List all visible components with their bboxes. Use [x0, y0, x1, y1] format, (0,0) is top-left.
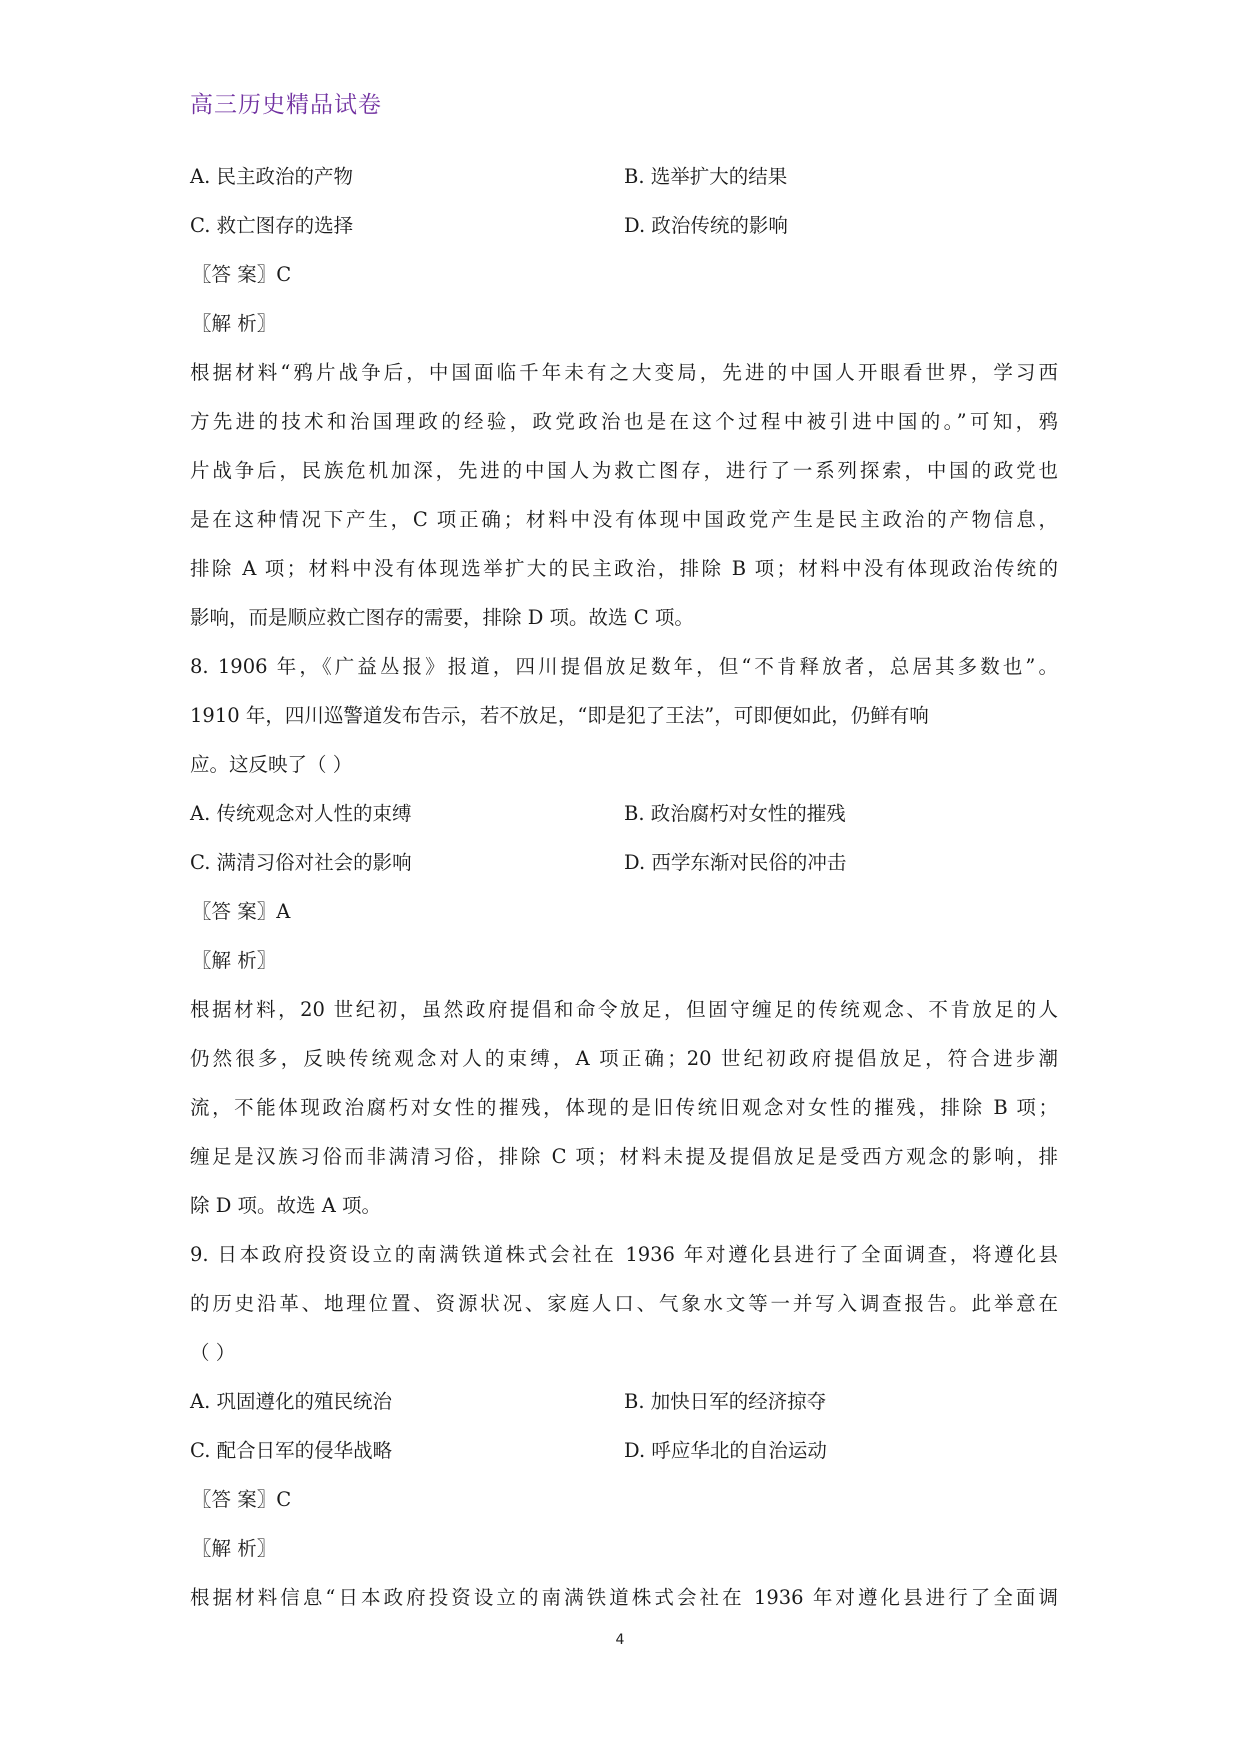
document-body — [190, 152, 1058, 1622]
q8-analysis-line-3: 流，不能体现政治腐朽对女性的摧残，体现的是旧传统旧观念对女性的摧残，排除 B 项； — [190, 1096, 1058, 1119]
q8-option-b: B. 政治腐朽对女性的摧残 — [624, 802, 846, 825]
q9-option-c: C. 配合日军的侵华战略 — [190, 1439, 393, 1462]
q9-analysis-label: 〖解 析〗 — [192, 1537, 277, 1560]
q9-stem-line-1: 9. 日本政府投资设立的南满铁道株式会社在 1936 年对遵化县进行了全面调查，将遵化县 — [190, 1243, 1058, 1266]
q9-option-b: B. 加快日军的经济掠夺 — [624, 1390, 827, 1413]
q9-options-row-2 — [190, 1426, 1058, 1475]
q8-stem-line-3: 应。这反映了（ ） — [190, 753, 353, 776]
q7-option-b: B. 选举扩大的结果 — [624, 165, 788, 188]
q8-analysis-line-5: 除 D 项。故选 A 项。 — [190, 1194, 382, 1217]
q9-option-d: D. 呼应华北的自治运动 — [624, 1439, 827, 1462]
q7-option-c: C. 救亡图存的选择 — [190, 214, 354, 237]
q7-analysis-line-3: 片战争后，民族危机加深，先进的中国人为救亡图存，进行了一系列探索，中国的政党也 — [190, 459, 1058, 482]
q8-stem-line-2: 1910 年，四川巡警道发布告示，若不放足，“即是犯了王法”，可即便如此，仍鲜有响 — [190, 704, 929, 727]
q7-analysis-line-2: 方先进的技术和治国理政的经验，政党政治也是在这个过程中被引进中国的。”可知，鸦 — [190, 410, 1058, 433]
q7-analysis-line-6: 影响，而是顺应救亡图存的需要，排除 D 项。故选 C 项。 — [190, 606, 694, 629]
q8-analysis-line-1: 根据材料，20 世纪初，虽然政府提倡和命令放足，但固守缠足的传统观念、不肯放足的人 — [190, 998, 1058, 1021]
q8-option-a: A. 传统观念对人性的束缚 — [190, 802, 412, 825]
q8-options-row-1 — [190, 789, 1058, 838]
q7-analysis-line-4: 是在这种情况下产生，C 项正确；材料中没有体现中国政党产生是民主政治的产物信息， — [190, 508, 1058, 531]
q8-answer: 〖答 案〗A — [192, 900, 291, 923]
q8-option-c: C. 满清习俗对社会的影响 — [190, 851, 412, 874]
q9-answer: 〖答 案〗C — [192, 1488, 292, 1511]
q9-analysis-line-1: 根据材料信息“日本政府投资设立的南满铁道株式会社在 1936 年对遵化县进行了全面调 — [190, 1586, 1058, 1609]
page-header-title: 高三历史精品试卷 — [190, 92, 382, 118]
page-number: 4 — [615, 1632, 625, 1648]
q7-option-a: A. 民主政治的产物 — [190, 165, 353, 188]
q7-analysis-label: 〖解 析〗 — [192, 312, 277, 335]
q7-analysis-line-5: 排除 A 项；材料中没有体现选举扩大的民主政治，排除 B 项；材料中没有体现政治传统的 — [190, 557, 1058, 580]
q9-options-row-1 — [190, 1377, 1058, 1426]
q7-option-d: D. 政治传统的影响 — [624, 214, 788, 237]
q8-analysis-label: 〖解 析〗 — [192, 949, 277, 972]
q7-answer: 〖答 案〗C — [192, 263, 292, 286]
q8-analysis-line-2: 仍然很多，反映传统观念对人的束缚，A 项正确；20 世纪初政府提倡放足，符合进步潮 — [190, 1047, 1058, 1070]
q7-analysis-line-1: 根据材料“鸦片战争后，中国面临千年未有之大变局，先进的中国人开眼看世界，学习西 — [190, 361, 1058, 384]
q9-stem-line-3: （ ） — [190, 1341, 236, 1364]
q7-options-row-1 — [190, 152, 1058, 201]
q8-analysis-line-4: 缠足是汉族习俗而非满清习俗，排除 C 项；材料未提及提倡放足是受西方观念的影响，排 — [190, 1145, 1058, 1168]
q8-options-row-2 — [190, 838, 1058, 887]
q9-stem-line-2: 的历史沿革、地理位置、资源状况、家庭人口、气象水文等一并写入调查报告。此举意在 — [190, 1292, 1058, 1315]
q8-stem-line-1: 8. 1906 年，《广益丛报》报道，四川提倡放足数年，但“不肯释放者，总居其多数也”。 — [190, 655, 1058, 678]
q9-option-a: A. 巩固遵化的殖民统治 — [190, 1390, 392, 1413]
q7-options-row-2 — [190, 201, 1058, 250]
q8-option-d: D. 西学东渐对民俗的冲击 — [624, 851, 847, 874]
